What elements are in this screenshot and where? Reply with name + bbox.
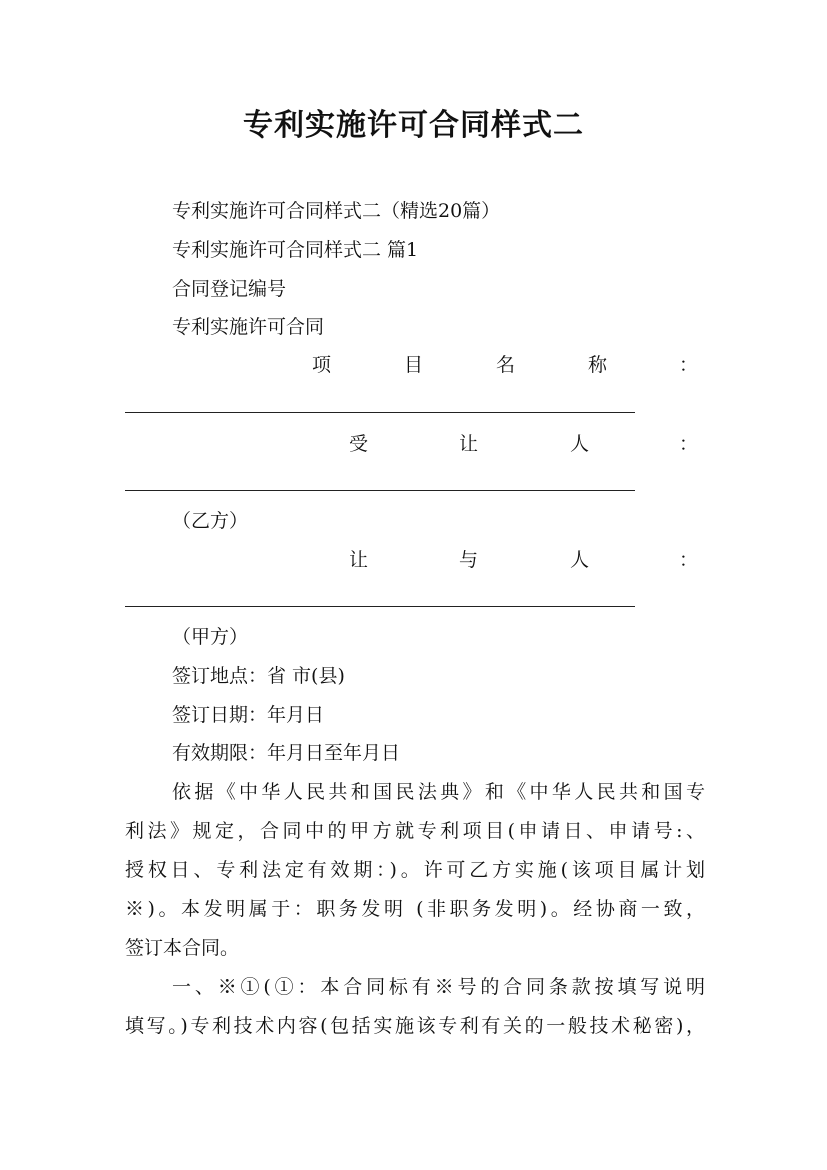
assignee-party: （乙方） — [172, 510, 249, 532]
assignee-char-1: 受 — [349, 433, 369, 455]
assignor-party: （甲方） — [172, 626, 249, 648]
project-name-blank — [125, 412, 635, 413]
intro-line-3: 合同登记编号 — [172, 278, 287, 300]
paragraph-2-line-1: 一、※①(①：本合同标有※号的合同条款按填写说明 — [172, 976, 705, 998]
paragraph-1-line-4: ※)。本发明属于：职务发明 (非职务发明)。经协商一致， — [125, 898, 705, 920]
project-colon: ： — [679, 354, 699, 376]
intro-line-2: 专利实施许可合同样式二 篇1 — [172, 239, 419, 261]
project-char-4: 称 — [588, 354, 608, 376]
assignor-colon: ： — [679, 549, 699, 571]
paragraph-1-line-2: 利法》规定，合同中的甲方就专利项目(申请日、申请号:、 — [125, 820, 705, 842]
intro-line-4: 专利实施许可合同 — [172, 316, 325, 338]
sign-date: 签订日期：年月日 — [172, 704, 325, 726]
validity-period: 有效期限：年月日至年月日 — [172, 742, 401, 764]
assignor-char-3: 人 — [570, 549, 590, 571]
paragraph-1-line-5: 签订本合同。 — [125, 937, 240, 959]
assignor-char-1: 让 — [349, 549, 369, 571]
intro-line-1: 专利实施许可合同样式二（精选20篇） — [172, 200, 501, 222]
project-char-1: 项 — [312, 354, 332, 376]
project-char-2: 目 — [404, 354, 424, 376]
sign-place: 签订地点：省 市(县) — [172, 665, 345, 687]
paragraph-1-line-3: 授权日、专利法定有效期：)。许可乙方实施(该项目属计划 — [125, 859, 705, 881]
assignee-blank — [125, 490, 635, 491]
assignor-blank — [125, 606, 635, 607]
paragraph-1-line-1: 依据《中华人民共和国民法典》和《中华人民共和国专 — [172, 781, 705, 803]
assignee-colon: ： — [679, 433, 699, 455]
paragraph-2-line-2: 填写。)专利技术内容(包括实施该专利有关的一般技术秘密)， — [125, 1015, 705, 1037]
project-char-3: 名 — [496, 354, 516, 376]
assignee-char-3: 人 — [570, 433, 590, 455]
assignee-char-2: 让 — [459, 433, 479, 455]
document-title: 专利实施许可合同样式二 — [243, 108, 584, 143]
assignor-char-2: 与 — [459, 549, 479, 571]
